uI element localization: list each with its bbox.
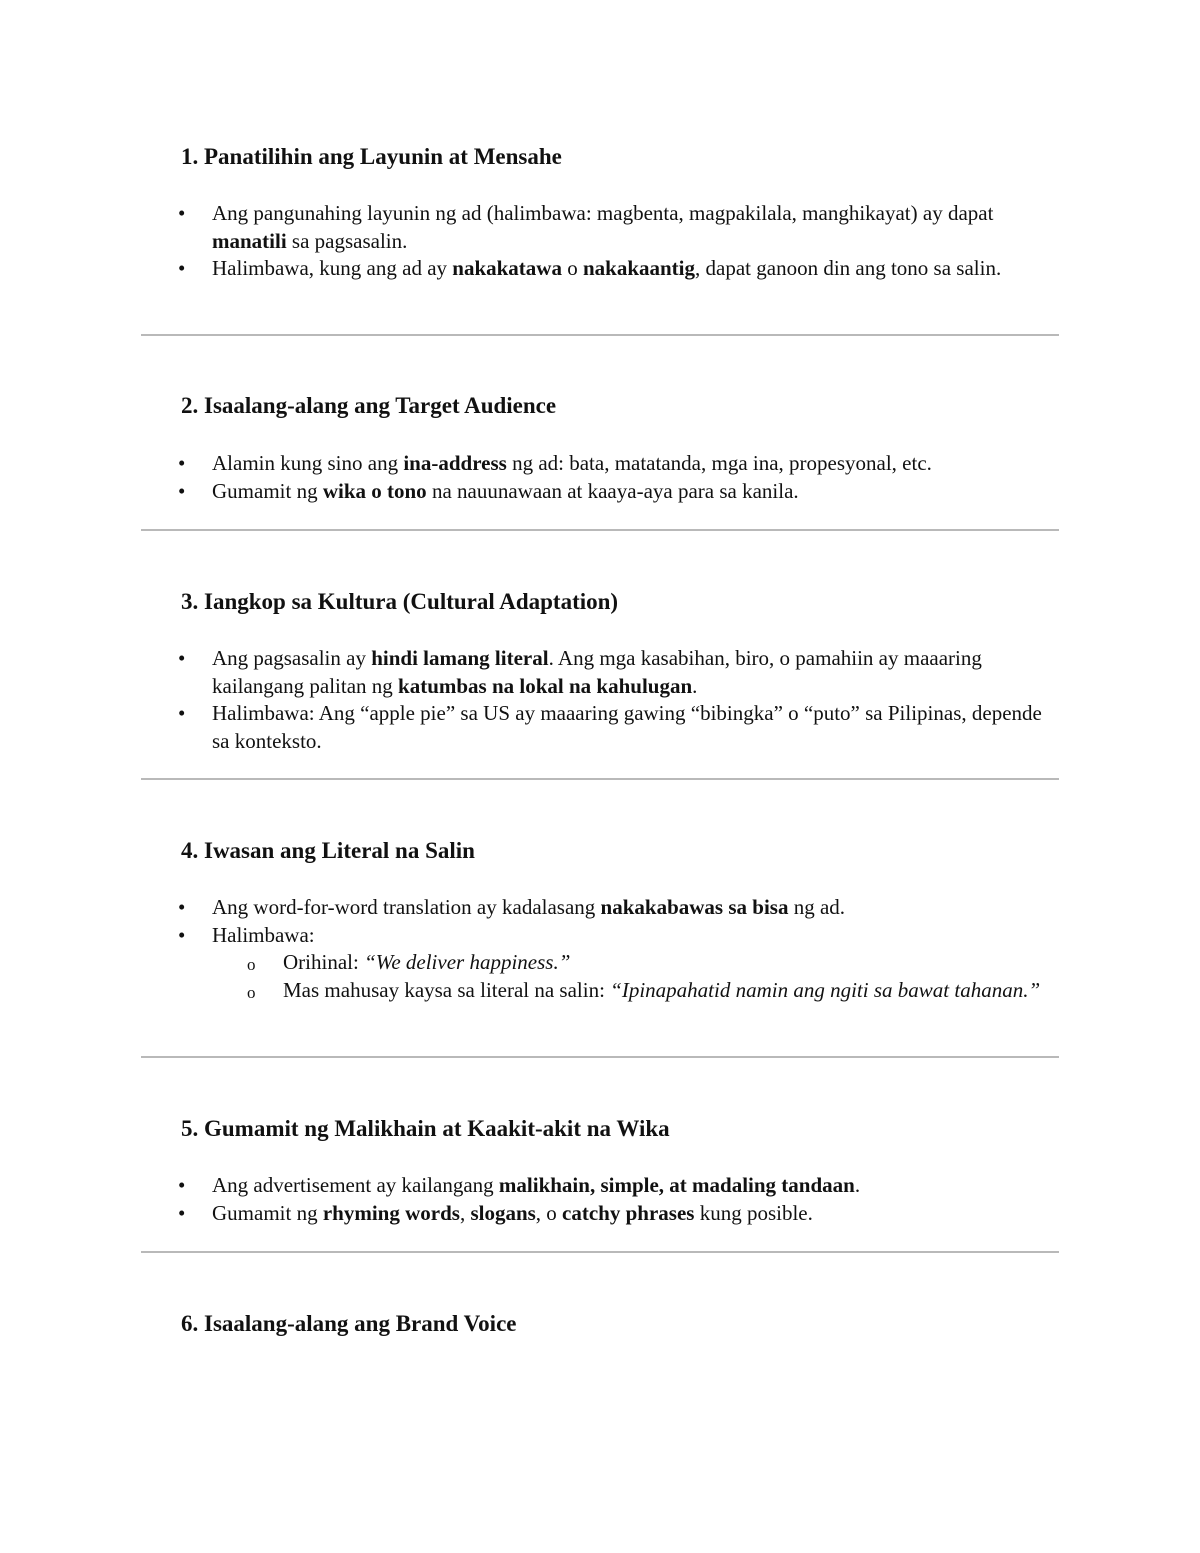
section-divider (141, 1251, 1059, 1253)
list-item: • Halimbawa, kung ang ad ay nakakatawa o nakakaantig, dapat ganoon din ang tono sa salin. (141, 255, 1059, 283)
section-heading: 2. Isaalang-alang ang Target Audience (181, 393, 557, 418)
bullet-icon: • (178, 1200, 186, 1225)
list-item: • Gumamit ng wika o tono na nauunawaan at kaaya-aya para sa kanila. (141, 478, 1059, 506)
bullet-list (141, 450, 1059, 505)
circle-bullet-icon: o (247, 955, 256, 974)
section-heading: 3. Iangkop sa Kultura (Cultural Adaptation) (181, 589, 619, 614)
bullet-list (141, 894, 1059, 1004)
section-divider (141, 529, 1059, 531)
bullet-icon: • (178, 201, 186, 225)
list-item: • Halimbawa: o Orihinal: “We deliver happiness.” o Mas mahusay kaysa sa literal na salin: “Ipinapahatid namin ang ngiti sa bawat tahanan.” (141, 922, 1059, 1005)
sub-list-item: o Orihinal: “We deliver happiness.” (212, 949, 1059, 977)
section-divider (141, 1056, 1059, 1058)
section-divider (141, 334, 1059, 336)
bullet-icon: • (178, 895, 186, 919)
list-item: • Ang word-for-word translation ay kadalasang nakakabawas sa bisa ng ad. (141, 894, 1059, 922)
section-heading: 4. Iwasan ang Literal na Salin (181, 838, 475, 863)
bullet-list (141, 200, 1059, 283)
list-item: • Ang advertisement ay kailangang malikhain, simple, at madaling tandaan. (141, 1172, 1059, 1200)
list-item: • Alamin kung sino ang ina-address ng ad: bata, matatanda, mga ina, propesyonal, etc. (141, 450, 1059, 478)
list-item: • Gumamit ng rhyming words, slogans, o catchy phrases kung posible. (141, 1200, 1059, 1228)
sub-list (212, 949, 1059, 1004)
list-item: • Ang pagsasalin ay hindi lamang literal. Ang mga kasabihan, biro, o pamahiin ay maaaring kailangang palitan ng katumbas na lokal na kahulugan. (178, 646, 982, 698)
list-item: • Ang pangunahing layunin ng ad (halimbawa: magbenta, magpakilala, manghikayat) ay dapat manatili sa pagsasalin. (178, 201, 994, 253)
bullet-list (141, 645, 1059, 755)
circle-bullet-icon: o (247, 982, 256, 1002)
bullet-icon: • (178, 478, 186, 503)
section-heading: 5. Gumamit ng Malikhain at Kaakit-akit na Wika (181, 1116, 670, 1141)
section-heading: 1. Panatilihin ang Layunin at Mensahe (181, 144, 562, 169)
sub-list-item: o Mas mahusay kaysa sa literal na salin: “Ipinapahatid namin ang ngiti sa bawat tahanan.” (212, 977, 1059, 1005)
bullet-icon: • (178, 1173, 186, 1197)
section-divider (141, 778, 1059, 780)
bullet-icon: • (178, 922, 186, 947)
bullet-list (141, 1172, 1059, 1227)
section-heading: 6. Isaalang-alang ang Brand Voice (181, 1311, 517, 1336)
bullet-icon: • (178, 256, 186, 280)
bullet-icon: • (178, 701, 186, 725)
list-item: • Halimbawa: Ang “apple pie” sa US ay maaaring gawing “bibingka” o “puto” sa Pilipinas, depende sa konteksto. (178, 701, 1042, 753)
bullet-icon: • (178, 646, 186, 670)
bullet-icon: • (178, 451, 186, 475)
